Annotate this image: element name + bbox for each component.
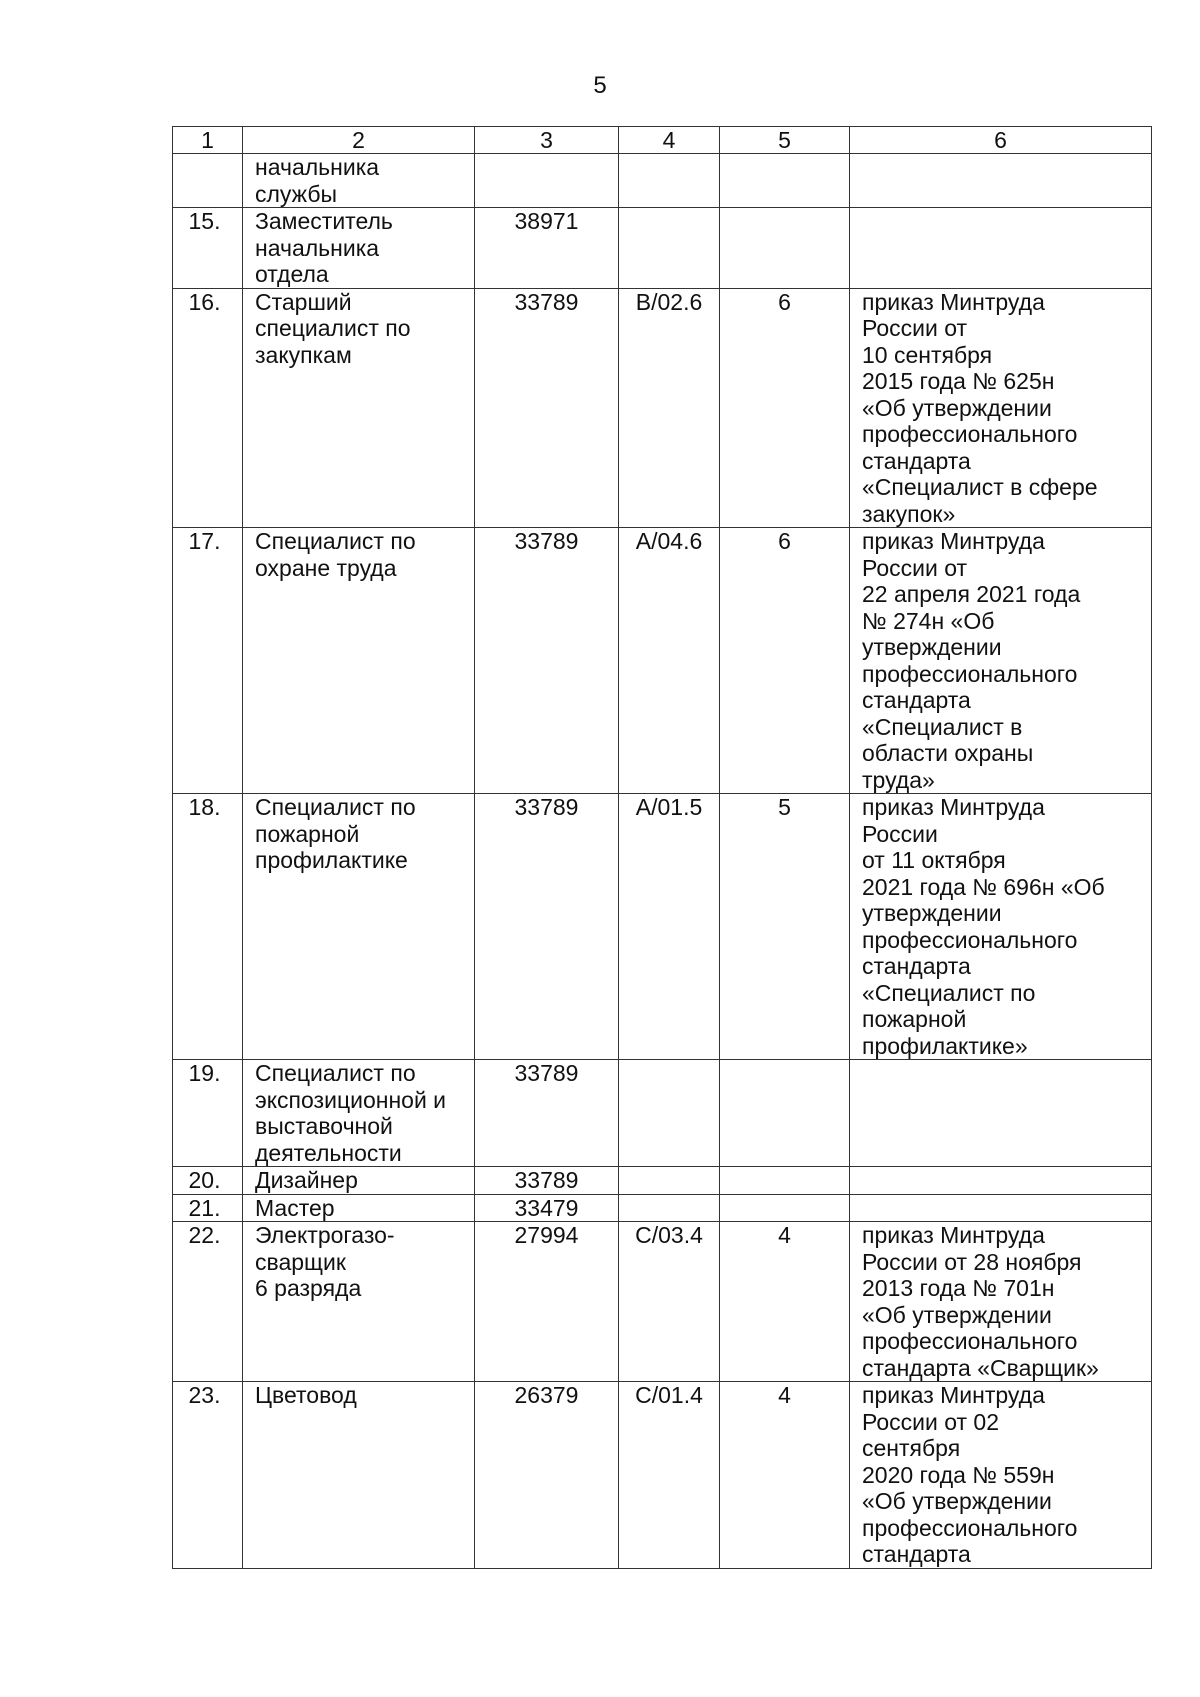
function-code-cell: С/03.4 [619, 1222, 720, 1382]
function-code-cell [619, 1060, 720, 1167]
standard-document-cell [850, 1194, 1152, 1222]
function-code-cell: С/01.4 [619, 1382, 720, 1569]
standard-document-cell [850, 154, 1152, 208]
table-row [173, 208, 1152, 289]
standard-document-cell: приказ Минтруда России от 10 сентября 2015 года № 625н «Об утверждении профессионального стандарта «Специалист в сфере закупок» [850, 288, 1152, 528]
row-number-cell: 20. [173, 1167, 243, 1195]
code-cell: 33789 [475, 794, 619, 1060]
header-cell: 2 [243, 127, 475, 154]
code-cell [475, 154, 619, 208]
row-number-cell: 22. [173, 1222, 243, 1382]
table-row [173, 1167, 1152, 1195]
qualification-level-cell [720, 154, 850, 208]
table-row [173, 1222, 1152, 1382]
code-cell: 33789 [475, 1167, 619, 1195]
header-cell: 3 [475, 127, 619, 154]
table-row [173, 1060, 1152, 1167]
qualification-level-cell [720, 1194, 850, 1222]
position-title-cell: Дизайнер [243, 1167, 475, 1195]
code-cell: 26379 [475, 1382, 619, 1569]
position-title-cell: Мастер [243, 1194, 475, 1222]
function-code-cell [619, 1194, 720, 1222]
position-title-cell: Заместитель начальника отдела [243, 208, 475, 289]
qualification-level-cell: 5 [720, 794, 850, 1060]
function-code-cell [619, 154, 720, 208]
qualification-level-cell [720, 208, 850, 289]
code-cell: 33789 [475, 528, 619, 794]
table-row [173, 794, 1152, 1060]
row-number-cell: 16. [173, 288, 243, 528]
standard-document-cell: приказ Минтруда России от 02 сентября 2020 года № 559н «Об утверждении профессионального стандарта [850, 1382, 1152, 1569]
header-cell: 6 [850, 127, 1152, 154]
code-cell: 27994 [475, 1222, 619, 1382]
row-number-cell: 15. [173, 208, 243, 289]
row-number-cell: 23. [173, 1382, 243, 1569]
row-number-cell: 19. [173, 1060, 243, 1167]
table-row [173, 1382, 1152, 1569]
code-cell: 38971 [475, 208, 619, 289]
code-cell: 33789 [475, 288, 619, 528]
table-row [173, 528, 1152, 794]
function-code-cell: А/01.5 [619, 794, 720, 1060]
position-title-cell: Специалист по пожарной профилактике [243, 794, 475, 1060]
position-title-cell: Специалист по экспозиционной и выставочной деятельности [243, 1060, 475, 1167]
standard-document-cell: приказ Минтруда России от 11 октября 2021 года № 696н «Об утверждении профессионального стандарта «Специалист по пожарной профилактике» [850, 794, 1152, 1060]
position-title-cell: Цветовод [243, 1382, 475, 1569]
position-title-cell: Электрогазо- сварщик 6 разряда [243, 1222, 475, 1382]
header-cell: 1 [173, 127, 243, 154]
standard-document-cell: приказ Минтруда России от 22 апреля 2021 года № 274н «Об утверждении профессионального стандарта «Специалист в области охраны труда» [850, 528, 1152, 794]
standard-document-cell [850, 208, 1152, 289]
function-code-cell [619, 1167, 720, 1195]
qualification-level-cell: 6 [720, 288, 850, 528]
standard-document-cell [850, 1167, 1152, 1195]
position-title-cell: Специалист по охране труда [243, 528, 475, 794]
position-title-cell: начальника службы [243, 154, 475, 208]
table-row [173, 154, 1152, 208]
function-code-cell: В/02.6 [619, 288, 720, 528]
row-number-cell [173, 154, 243, 208]
header-cell: 4 [619, 127, 720, 154]
header-cell: 5 [720, 127, 850, 154]
row-number-cell: 18. [173, 794, 243, 1060]
table-row [173, 288, 1152, 528]
table-row [173, 1194, 1152, 1222]
page-number: 5 [593, 72, 607, 99]
row-number-cell: 21. [173, 1194, 243, 1222]
qualification-level-cell: 4 [720, 1222, 850, 1382]
qualification-level-cell: 4 [720, 1382, 850, 1569]
position-title-cell: Старший специалист по закупкам [243, 288, 475, 528]
qualification-level-cell [720, 1060, 850, 1167]
code-cell: 33479 [475, 1194, 619, 1222]
table-header-row [173, 127, 1152, 154]
standard-document-cell: приказ Минтруда России от 28 ноября 2013 года № 701н «Об утверждении профессионального стандарта «Сварщик» [850, 1222, 1152, 1382]
document-table [172, 126, 1152, 1569]
code-cell: 33789 [475, 1060, 619, 1167]
qualification-level-cell: 6 [720, 528, 850, 794]
standard-document-cell [850, 1060, 1152, 1167]
function-code-cell [619, 208, 720, 289]
qualification-level-cell [720, 1167, 850, 1195]
function-code-cell: А/04.6 [619, 528, 720, 794]
row-number-cell: 17. [173, 528, 243, 794]
